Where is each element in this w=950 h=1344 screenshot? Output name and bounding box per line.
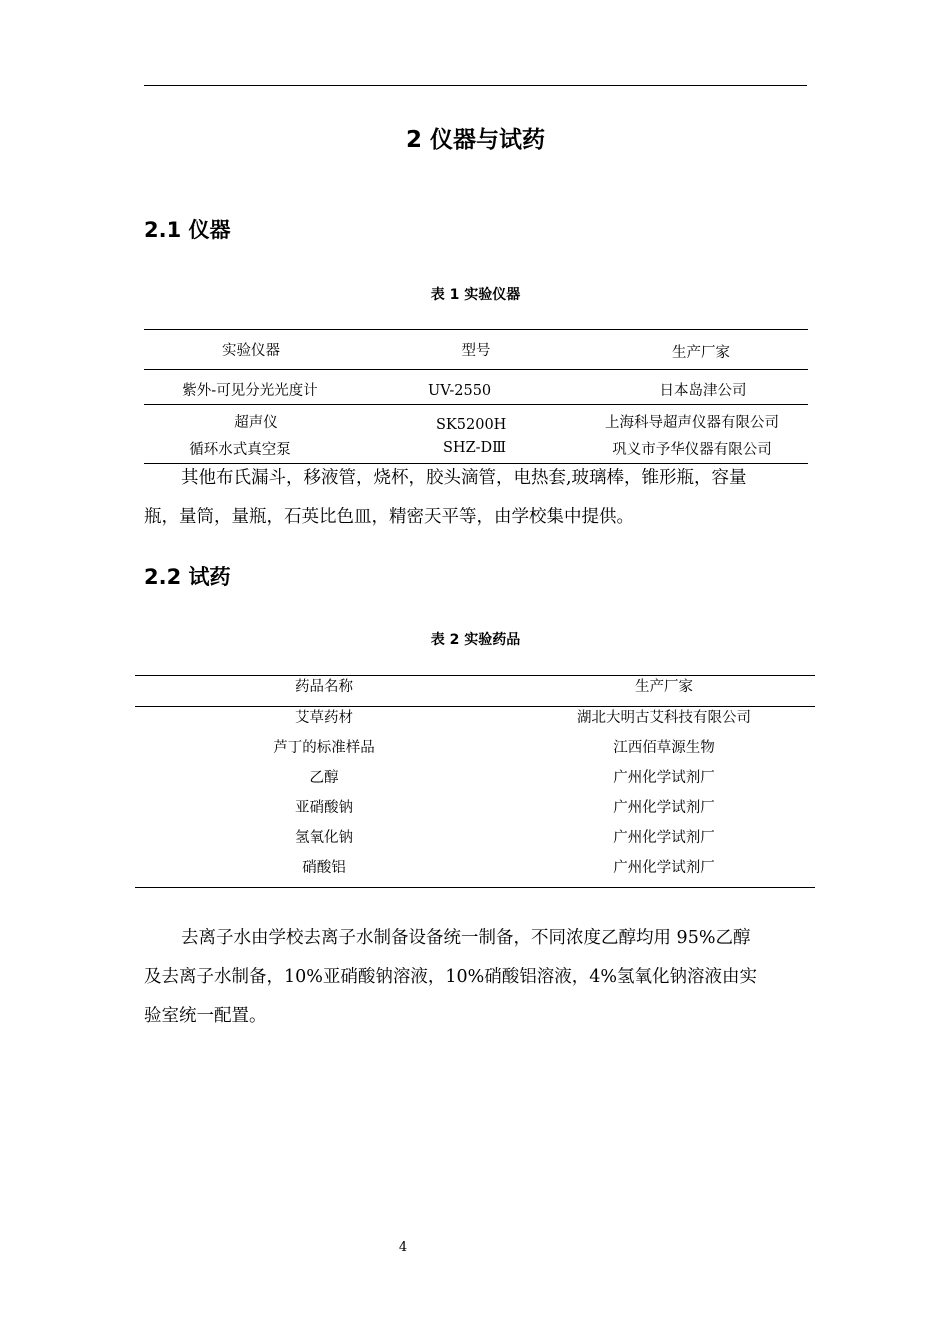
section-title-reagents: 2.2 试药 (144, 565, 231, 589)
table1-header-cell: 型号 (461, 343, 491, 359)
table1-header-rule (144, 369, 808, 370)
table1-cell: 紫外-可见分光光度计 (182, 383, 318, 399)
table2-cell: 亚硝酸钠 (295, 800, 353, 816)
table2-header-cell: 生产厂家 (635, 679, 693, 695)
table1-cell: 巩义市予华仪器有限公司 (612, 442, 772, 458)
paragraph-line: 瓶，量筒，量瓶，石英比色皿，精密天平等，由学校集中提供。 (144, 507, 634, 527)
table1-cell: 循环水式真空泵 (189, 442, 291, 458)
table1-header-cell: 生产厂家 (672, 345, 730, 361)
header-rule (144, 85, 807, 86)
table2-bottom-rule (135, 887, 815, 888)
table1-cell: UV-2550 (428, 383, 492, 399)
table1-cell: SK5200H (436, 417, 507, 433)
table2-cell: 芦丁的标准样品 (273, 740, 375, 756)
table2-cell: 广州化学试剂厂 (613, 830, 715, 846)
table2-header-rule (135, 706, 815, 707)
section-title-instruments: 2.1 仪器 (144, 218, 231, 242)
paragraph-line: 及去离子水制备，10%亚硝酸钠溶液，10%硝酸铝溶液，4%氢氧化钠溶液由实 (144, 967, 758, 987)
table2-header-cell: 药品名称 (295, 679, 353, 695)
paragraph-line: 验室统一配置。 (144, 1006, 267, 1026)
table1-caption: 表 1 实验仪器 (430, 287, 521, 303)
chapter-title: 2 仪器与试药 (405, 127, 545, 153)
table2-cell: 湖北大明古艾科技有限公司 (577, 710, 751, 726)
table1-cell: 上海科导超声仪器有限公司 (605, 415, 779, 431)
table1-header-cell: 实验仪器 (222, 343, 280, 359)
table2-cell: 江西佰草源生物 (613, 740, 715, 756)
table2-cell: 乙醇 (309, 770, 339, 786)
table2-top-rule (135, 675, 815, 676)
paragraph-line: 其他布氏漏斗，移液管，烧杯，胶头滴管，电热套,玻璃棒，锥形瓶，容量 (181, 468, 747, 488)
table2-cell: 硝酸铝 (302, 860, 346, 876)
table1-cell: 日本岛津公司 (659, 383, 747, 399)
table2-cell: 广州化学试剂厂 (613, 770, 715, 786)
table1-cell: 超声仪 (234, 415, 278, 431)
paragraph-water-preparation (144, 919, 807, 1036)
paragraph-other-instruments (144, 459, 807, 537)
table2-cell: 氢氧化钠 (295, 830, 353, 846)
table2-cell: 广州化学试剂厂 (613, 860, 715, 876)
table2-cell: 广州化学试剂厂 (613, 800, 715, 816)
table1-top-rule (144, 329, 808, 330)
table1-row-rule (144, 404, 808, 405)
table1-cell: SHZ-DⅢ (443, 440, 507, 456)
table2-caption: 表 2 实验药品 (430, 632, 521, 648)
page-number: 4 (398, 1240, 408, 1255)
table2-cell: 艾草药材 (295, 710, 353, 726)
paragraph-line: 去离子水由学校去离子水制备设备统一制备，不同浓度乙醇均用 95%乙醇 (181, 928, 751, 948)
